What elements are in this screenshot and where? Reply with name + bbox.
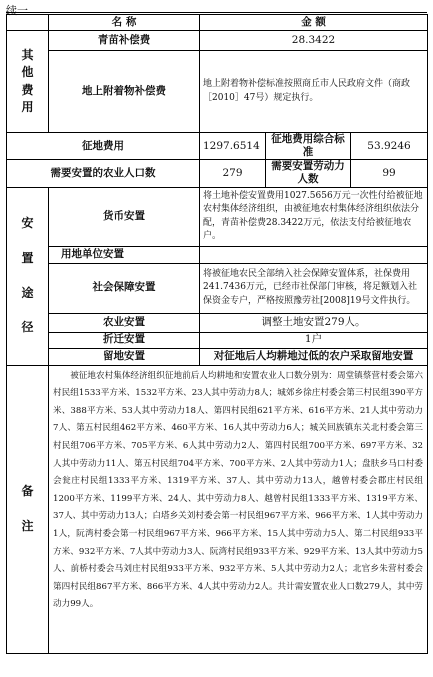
currency-label: 货币安置 — [49, 187, 200, 246]
agri-label: 农业安置 — [49, 313, 200, 332]
header-amount: 金 额 — [200, 15, 428, 31]
attached-value: 地上附着物补偿标准按照商丘市人民政府文件（商政［2010］47号）规定执行。 — [200, 51, 428, 133]
land-unit-label: 用地单位安置 — [49, 246, 200, 263]
land-unit-value — [200, 246, 428, 263]
relocate-row — [7, 332, 428, 348]
header-row — [7, 15, 428, 31]
social-value: 将被征地农民全部纳入社会保障安置体系，社保费用241.7436万元，已经市社保部门审核，将足额划入社保资金专户，严格按照豫劳社[2008]19号文件执行。 — [200, 263, 428, 313]
social-row — [7, 263, 428, 313]
relocate-value: 1户 — [200, 332, 428, 348]
resettle-label: 安 置 途 径 — [7, 187, 49, 365]
persons-value: 279 — [200, 160, 266, 187]
seedling-label: 青苗补偿费 — [49, 31, 200, 51]
remarks-row — [7, 365, 428, 653]
remarks-label: 备 注 — [7, 365, 49, 653]
land-fee-std-value: 53.9246 — [351, 133, 428, 160]
header-name: 名 称 — [49, 15, 200, 31]
reserve-row — [7, 348, 428, 365]
land-fee-label: 征地费用 — [7, 133, 200, 160]
currency-row — [7, 187, 428, 246]
agri-row — [7, 313, 428, 332]
social-label: 社会保障安置 — [49, 263, 200, 313]
seedling-value: 28.3422 — [200, 31, 428, 51]
land-fee-row — [7, 133, 428, 160]
agri-value: 调整土地安置279人。 — [200, 313, 428, 332]
land-fee-std-label: 征地费用综合标准 — [266, 133, 351, 160]
land-compensation-table — [6, 14, 428, 654]
reserve-value: 对征地后人均耕地过低的农户采取留地安置 — [200, 348, 428, 365]
remarks-text: 被征地农村集体经济组织征地前后人均耕地和安置农业人口数分别为：周堂镇蔡营村委会第六村民组1533平方米、1532平方米、23人其中劳动力8人；城郊乡徐庄村委会第三村民组390平方米、388平方米、53人其中劳动力18人、第四村民组621平方米、616平方米、21人其中劳动力7人、第五村民组462平方米、460平方米、16人其中劳动力6人；城关回族镇东关北村委会第三村民组706平方米、705平方米、6人其中劳动力2人、第四村民组700平方米、697平方米、32人其中劳动力11人、第五村民组704平方米、700平方米、2人其中劳动力1人；盘肤乡马口村委会瓮庄村民组1333平方米、1319平方米、37人、其中劳动力13人，越曾村委会郡庄村民组1200平方米、1199平方米、24人、其中劳动力8人、越曾村民组1333平方米、1319平方米、37人、其中劳动力13人；白塔乡关刘村委会第一村民组967平方米、966平方米、1人其中劳动力1人，阮湾村委会第一村民组967平方米、966平方米、15人其中劳动力5人、第二村民组933平方米、932平方米、7人其中劳动力3人、阮湾村民组933平方米、929平方米、13人其中劳动力5人、前桥村委会马刘庄村民组933平方米、932平方米、5人其中劳动力2人；北官乡朱营村委会第四村民组867平方米、866平方米、4人其中劳动力2人。共计需安置农业人口数279人，其中劳动力99人。 — [49, 365, 428, 653]
labor-label: 需要安置劳动力人数 — [266, 160, 351, 187]
top-rule — [6, 12, 427, 13]
land-unit-row — [7, 246, 428, 263]
persons-row — [7, 160, 428, 187]
continued-label: 续一 — [6, 4, 28, 17]
other-fees-label: 其 他 费 用 — [7, 31, 49, 133]
land-fee-value: 1297.6514 — [200, 133, 266, 160]
labor-value: 99 — [351, 160, 428, 187]
attached-row — [7, 51, 428, 133]
currency-value: 将土地补偿安置费用1027.5656万元一次性付给被征地农村集体经济组织，由被征地农村集体经济组织依法分配，青苗补偿费28.3422万元，依法支付给被征地农户。 — [200, 187, 428, 246]
persons-label: 需要安置的农业人口数 — [7, 160, 200, 187]
relocate-label: 折迁安置 — [49, 332, 200, 348]
attached-label: 地上附着物补偿费 — [49, 51, 200, 133]
seedling-row — [7, 31, 428, 51]
reserve-label: 留地安置 — [49, 348, 200, 365]
